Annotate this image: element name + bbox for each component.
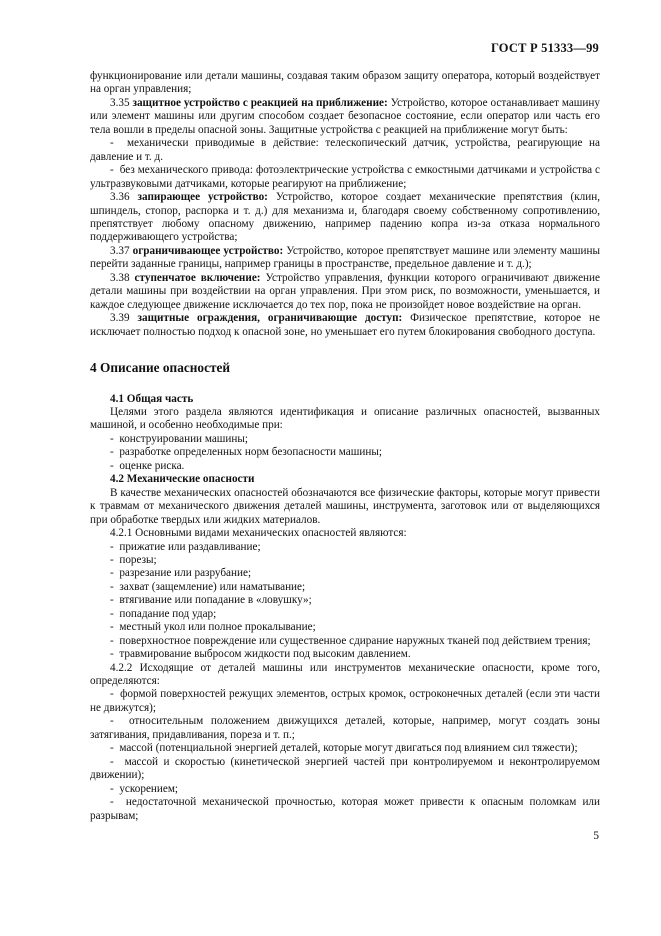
- page-content: [90, 70, 600, 823]
- list-item: - ускорением;: [110, 782, 179, 795]
- clause-number: 3.37: [110, 244, 130, 257]
- paragraph: В качестве механических опасностей обозначаются все физические факторы, которые могут привести к травмам от механического движения деталей машины, инструмента, заготовок или от выделяющихся при обработке твердых или жидких материалов.: [90, 486, 600, 526]
- clause-text: Устройство, которое создает механические препятствия (клин, шпиндель, стопор, распорка и т. д.) для механизма и, благодаря своему собственному сопротивлению, препятствует любому опасному движению, например падению копра из-за отказа нормального поддерживающего устройства;: [90, 191, 600, 244]
- list-item: - массой и скоростью (кинетической энергией частей при контролируемом и неконтролируемом движении);: [90, 755, 600, 782]
- list-item: - захват (защемление) или наматывание;: [110, 580, 306, 593]
- clause-text: Устройство управления, функции которого ограничивают движение детали машины при воздействии на орган управления. При этом риск, по возможности, уменьшается, и каждое следующее движение исключается до тех пор, пока не произойдет новое воздействие на орган.: [90, 271, 600, 311]
- subsection-heading: 4.1 Общая часть: [110, 392, 194, 405]
- list-item: - разрезание или разрубание;: [110, 567, 252, 580]
- clause-term: защитные ограждения, ограничивающие доступ:: [137, 312, 403, 325]
- list-item: - без механического привода: фотоэлектрические устройства с емкостными датчиками и устройства с ультразвуковыми датчиками, которые реагируют на приближение;: [90, 164, 600, 190]
- clause-number: 3.39: [110, 312, 130, 325]
- section-heading: 4 Описание опасностей: [90, 360, 231, 376]
- clause-term: ограничивающее устройство:: [132, 244, 284, 257]
- page-number: 5: [593, 830, 599, 842]
- paragraph: 4.2.2 Исходящие от деталей машины или инструментов механические опасности, кроме того, определяются:: [90, 661, 600, 688]
- list-item: - относительным положением движущихся деталей, которые, например, могут создать зоны затягивания, придавливания, пореза и т. п.;: [90, 715, 600, 741]
- list-item: - прижатие или раздавливание;: [110, 540, 261, 553]
- subsection-heading: 4.2 Механические опасности: [110, 473, 255, 486]
- clause-term: запирающее устройство:: [137, 191, 268, 204]
- clause-3-37: [90, 245, 600, 272]
- list-item: - массой (потенциальной энергией деталей, которые могут двигаться под влиянием сил тяжести);: [110, 742, 578, 755]
- page-header: ГОСТ Р 51333—99: [490, 41, 599, 55]
- clause-text: Устройство, которое останавливает машину или элемент машины или другим способом создает безопасное состояние, если оператор или часть его тела вошли в пределы опасной зоны. Защитные устройства с реакцией на приближение могут быть:: [90, 96, 600, 136]
- list-item: - формой поверхностей режущих элементов, острых кромок, остроконечных деталей (если эти части не движутся);: [90, 688, 600, 714]
- clause-3-38: [90, 272, 600, 312]
- list-item: - недостаточной механической прочностью, которая может привести к опасным поломкам или разрывам;: [90, 796, 600, 822]
- clause-text: Устройство, которое препятствует машине или элементу машины перейти заданные границы, например границы в пространстве, предельное давление и т. д.);: [90, 244, 601, 271]
- list-item: - разработке определенных норм безопасности машины;: [110, 446, 382, 459]
- list-item: - оценке риска.: [110, 459, 185, 472]
- list-item: - втягивание или попадание в «ловушку»;: [110, 594, 312, 607]
- list-item: - травмирование выбросом жидкости под высоким давлением.: [110, 648, 411, 661]
- list-item: - местный укол или полное прокалывание;: [110, 621, 316, 634]
- list-item: - механически приводимые в действие: телескопический датчик, устройства, реагирующие на давление и т. д.: [90, 137, 600, 163]
- clause-number: 3.35: [110, 96, 130, 109]
- list-item: - поверхностное повреждение или существенное сдирание наружных тканей под действием трения;: [110, 634, 591, 647]
- list-item: - попадание под удар;: [110, 607, 217, 620]
- clause-3-35: [90, 97, 600, 137]
- paragraph: функционирование или детали машины, создавая таким образом защиту оператора, который воздействует на орган управления;: [90, 70, 600, 96]
- clause-term: ступенчатое включение:: [134, 271, 261, 284]
- clause-term: защитное устройство с реакцией на приближение:: [132, 96, 388, 109]
- clause-3-36: [90, 191, 600, 245]
- list-item: - конструировании машины;: [110, 432, 249, 445]
- paragraph: 4.2.1 Основными видами механических опасностей являются:: [110, 527, 407, 540]
- clause-number: 3.36: [110, 191, 130, 204]
- clause-number: 3.38: [110, 271, 130, 284]
- list-item: - порезы;: [110, 553, 157, 566]
- paragraph: Целями этого раздела являются идентификация и описание различных опасностей, вызванных машиной, и особенно необходимые при:: [90, 405, 600, 432]
- clause-text: Физическое препятствие, которое не исключает полностью подход к опасной зоне, но уменьшает его путем блокирования свободного доступа.: [90, 312, 600, 338]
- clause-3-39: [90, 312, 600, 339]
